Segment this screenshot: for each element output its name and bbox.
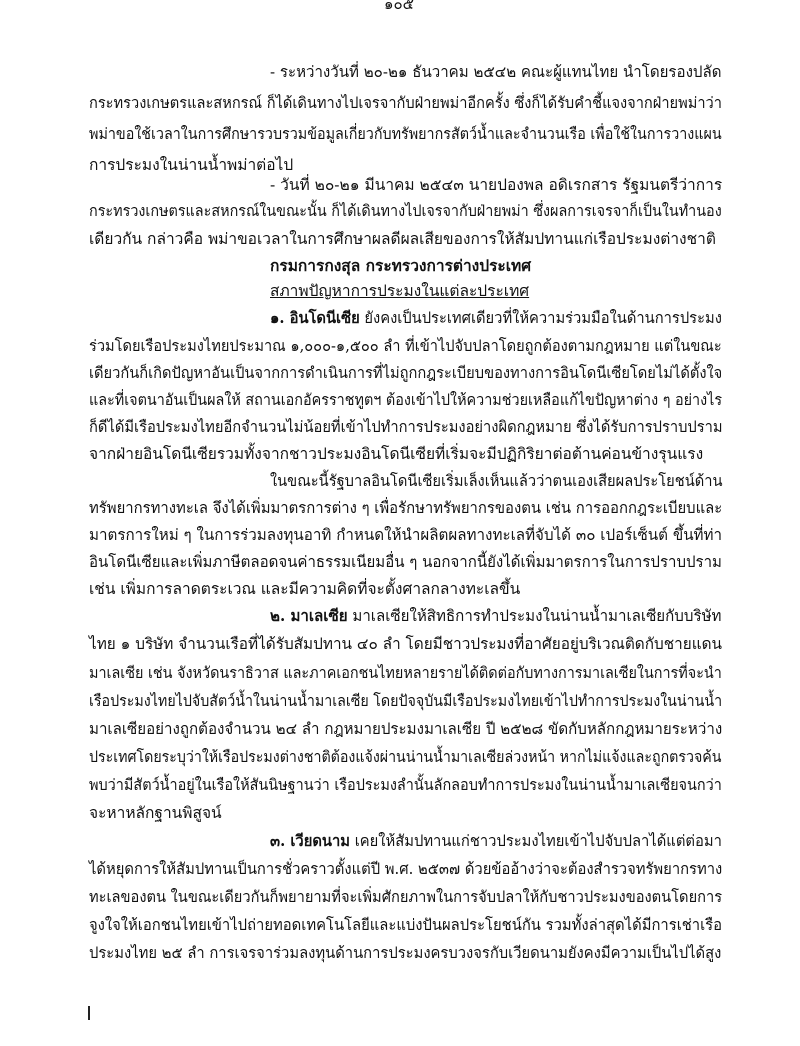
page-number: ๑๐๕: [384, 0, 415, 13]
subheading: สภาพปัญหาการประมงในแต่ละประเทศ: [270, 282, 530, 300]
paragraph-line: ร่วมโดยเรือประมงไทยประมาณ ๑,๐๐๐-๑,๕๐๐ ลำ ที่เข้าไปจับปลาโดยถูกต้องตามกฎหมาย แต่ในขณะ: [89, 337, 722, 355]
paragraph-line: เช่น เพิ่มการลาดตระเวณ และมีความคิดที่จะตั้งศาลกลางทะเลขึ้น: [89, 580, 521, 598]
paragraph-line: เรือประมงไทยไปจับสัตว์น้ำในน่านน้ำมาเลเซีย โดยปัจจุบันมีเรือประมงไทยเข้าไปทำการประมงในน่านน้ำ: [89, 692, 723, 710]
paragraph-line: พม่าขอใช้เวลาในการศึกษารวบรวมข้อมูลเกี่ยวกับทรัพยากรสัตว์น้ำและจำนวนเรือ เพื่อใช้ในการวางแผน: [89, 125, 722, 143]
country-text: เคยให้สัมปทานแก่ชาวประมงไทยเข้าไปจับปลาได้แต่ต่อมา: [354, 832, 722, 850]
paragraph-line: ไทย ๑ บริษัท จำนวนเรือที่ได้รับสัมปทาน ๔๐ ลำ โดยมีชาวประมงที่อาศัยอยู่บริเวณติดกับชายแดน: [89, 635, 722, 653]
country-item: [270, 308, 722, 330]
country-label: ๓. เวียดนาม: [270, 831, 351, 850]
country-item: [270, 831, 722, 853]
paragraph-line: - วันที่ ๒๐-๒๑ มีนาคม ๒๕๔๓ นายปองพล อดิเรกสาร รัฐมนตรีว่าการ: [270, 176, 723, 194]
paragraph-line: เดียวกัน กล่าวคือ พม่าขอเวลาในการศึกษาผลดีผลเสียของการให้สัมปทานแก่เรือประมงต่างชาติ: [89, 230, 716, 248]
paragraph-line: มาเลเซียอย่างถูกต้องจำนวน ๒๔ ลำ กฎหมายประมงมาเลเซีย ปี ๒๕๒๘ ขัดกับหลักกฎหมายระหว่าง: [89, 720, 723, 738]
paragraph-line: กระทรวงเกษตรและสหกรณ์ ก็ได้เดินทางไปเจรจากับฝ่ายพม่าอีกครั้ง ซึ่งก็ได้รับคำชี้แจงจากฝ่ายพม่าว่า: [89, 94, 722, 112]
paragraph-line: ได้หยุดการให้สัมปทานเป็นการชั่วคราวตั้งแต่ปี พ.ศ. ๒๕๓๗ ด้วยข้ออ้างว่าจะต้องสำรวจทรัพยากรทาง: [89, 860, 723, 878]
paragraph-line: จะหาหลักฐานพิสูจน์: [89, 804, 222, 822]
paragraph-line: จากฝ่ายอินโดนีเซียรวมทั้งจากชาวประมงอินโดนีเซียที่เริ่มจะมีปฏิกิริยาต่อต้านค่อนข้างรุนแรง: [89, 445, 704, 463]
margin-mark: [88, 1006, 90, 1020]
country-item: [270, 606, 721, 628]
paragraph-line: - ระหว่างวันที่ ๒๐-๒๑ ธันวาคม ๒๕๔๒ คณะผู้แทนไทย นำโดยรองปลัด: [270, 63, 722, 81]
paragraph-line: ประเทศโดยระบุว่าให้เรือประมงต่างชาติต้องแจ้งผ่านน่านน้ำมาเลเซียล่วงหน้า หากไม่แจ้งและถูกตรวจค้น: [89, 748, 722, 766]
country-label: ๒. มาเลเซีย: [270, 606, 348, 625]
country-text: มาเลเซียให้สิทธิการทำประมงในน่านน้ำมาเลเซียกับบริษัท: [352, 607, 722, 625]
paragraph-line: การประมงในน่านน้ำพม่าต่อไป: [89, 156, 294, 174]
paragraph-line: อินโดนีเซียและเพิ่มภาษีตลอดจนค่าธรรมเนียมอื่น ๆ นอกจากนี้ยังได้เพิ่มมาตรการในการปราบปราม: [89, 553, 722, 571]
paragraph-line: ทรัพยากรทางทะเล จึงได้เพิ่มมาตรการต่าง ๆ เพื่อรักษาทรัพยากรของตน เช่น การออกกฎระเบียบและ: [89, 499, 723, 517]
paragraph-line: กระทรวงเกษตรและสหกรณ์ในขณะนั้น ก็ได้เดินทางไปเจรจากับฝ่ายพม่า ซึ่งผลการเจรจาก็เป็นในทำนอง: [89, 202, 722, 220]
paragraph-line: ทะเลของตน ในขณะเดียวกันก็พยายามที่จะเพิ่มศักยภาพในการจับปลาให้กับชาวประมงของตนโดยการ: [89, 888, 723, 906]
paragraph-line: ประมงไทย ๒๕ ลำ การเจรจาร่วมลงทุนด้านการประมงครบวงจรกับเวียดนามยังคงมีความเป็นไปได้สูง: [89, 944, 722, 962]
paragraph-line: เดียวกันก็เกิดปัญหาอันเป็นจากการดำเนินการที่ไม่ถูกกฎระเบียบของทางการอินโดนีเซียโดยไม่ได้ตั้งใจ: [89, 364, 723, 382]
paragraph-line: จูงใจให้เอกชนไทยเข้าไปถ่ายทอดเทคโนโลยีและแบ่งปันผลประโยชน์กัน รวมทั้งล่าสุดได้มีการเช่าเรือ: [89, 916, 723, 934]
paragraph-line: มาเลเซีย เช่น จังหวัดนราธิวาส และภาคเอกชนไทยหลายรายได้ติดต่อกับทางการมาเลเซียในการที่จะนำ: [89, 664, 722, 682]
paragraph-line: ก็ดีได้มีเรือประมงไทยอีกจำนวนไม่น้อยที่เข้าไปทำการประมงอย่างผิดกฎหมาย ซึ่งได้รับการปราบปราม: [89, 418, 723, 436]
paragraph-line: และที่เจตนาอันเป็นผลให้ สถานเอกอัครราชทูตฯ ต้องเข้าไปให้ความช่วยเหลือแก้ไขปัญหาต่าง ๆ อย่างไร: [89, 391, 723, 409]
section-heading: กรมการกงสุล กระทรวงการต่างประเทศ: [270, 256, 532, 275]
country-label: ๑. อินโดนีเซีย: [270, 308, 360, 327]
paragraph-line: มาตรการใหม่ ๆ ในการร่วมลงทุนอาทิ กำหนดให้นำผลิตผลทางทะเลที่จับได้ ๓๐ เปอร์เซ็นต์ ขึ้นที่ท่า: [89, 526, 723, 544]
paragraph-line: ในขณะนี้รัฐบาลอินโดนีเซียเริ่มเล็งเห็นแล้วว่าตนเองเสียผลประโยชน์ด้าน: [270, 472, 723, 490]
paragraph-line: พบว่ามีสัตว์น้ำอยู่ในเรือให้สันนิษฐานว่า เรือประมงลำนั้นลักลอบทำการประมงในน่านน้ำมาเลเซียจนกว่า: [89, 776, 722, 794]
country-text: ยังคงเป็นประเทศเดียวที่ให้ความร่วมมือในด้านการประมง: [364, 309, 722, 327]
